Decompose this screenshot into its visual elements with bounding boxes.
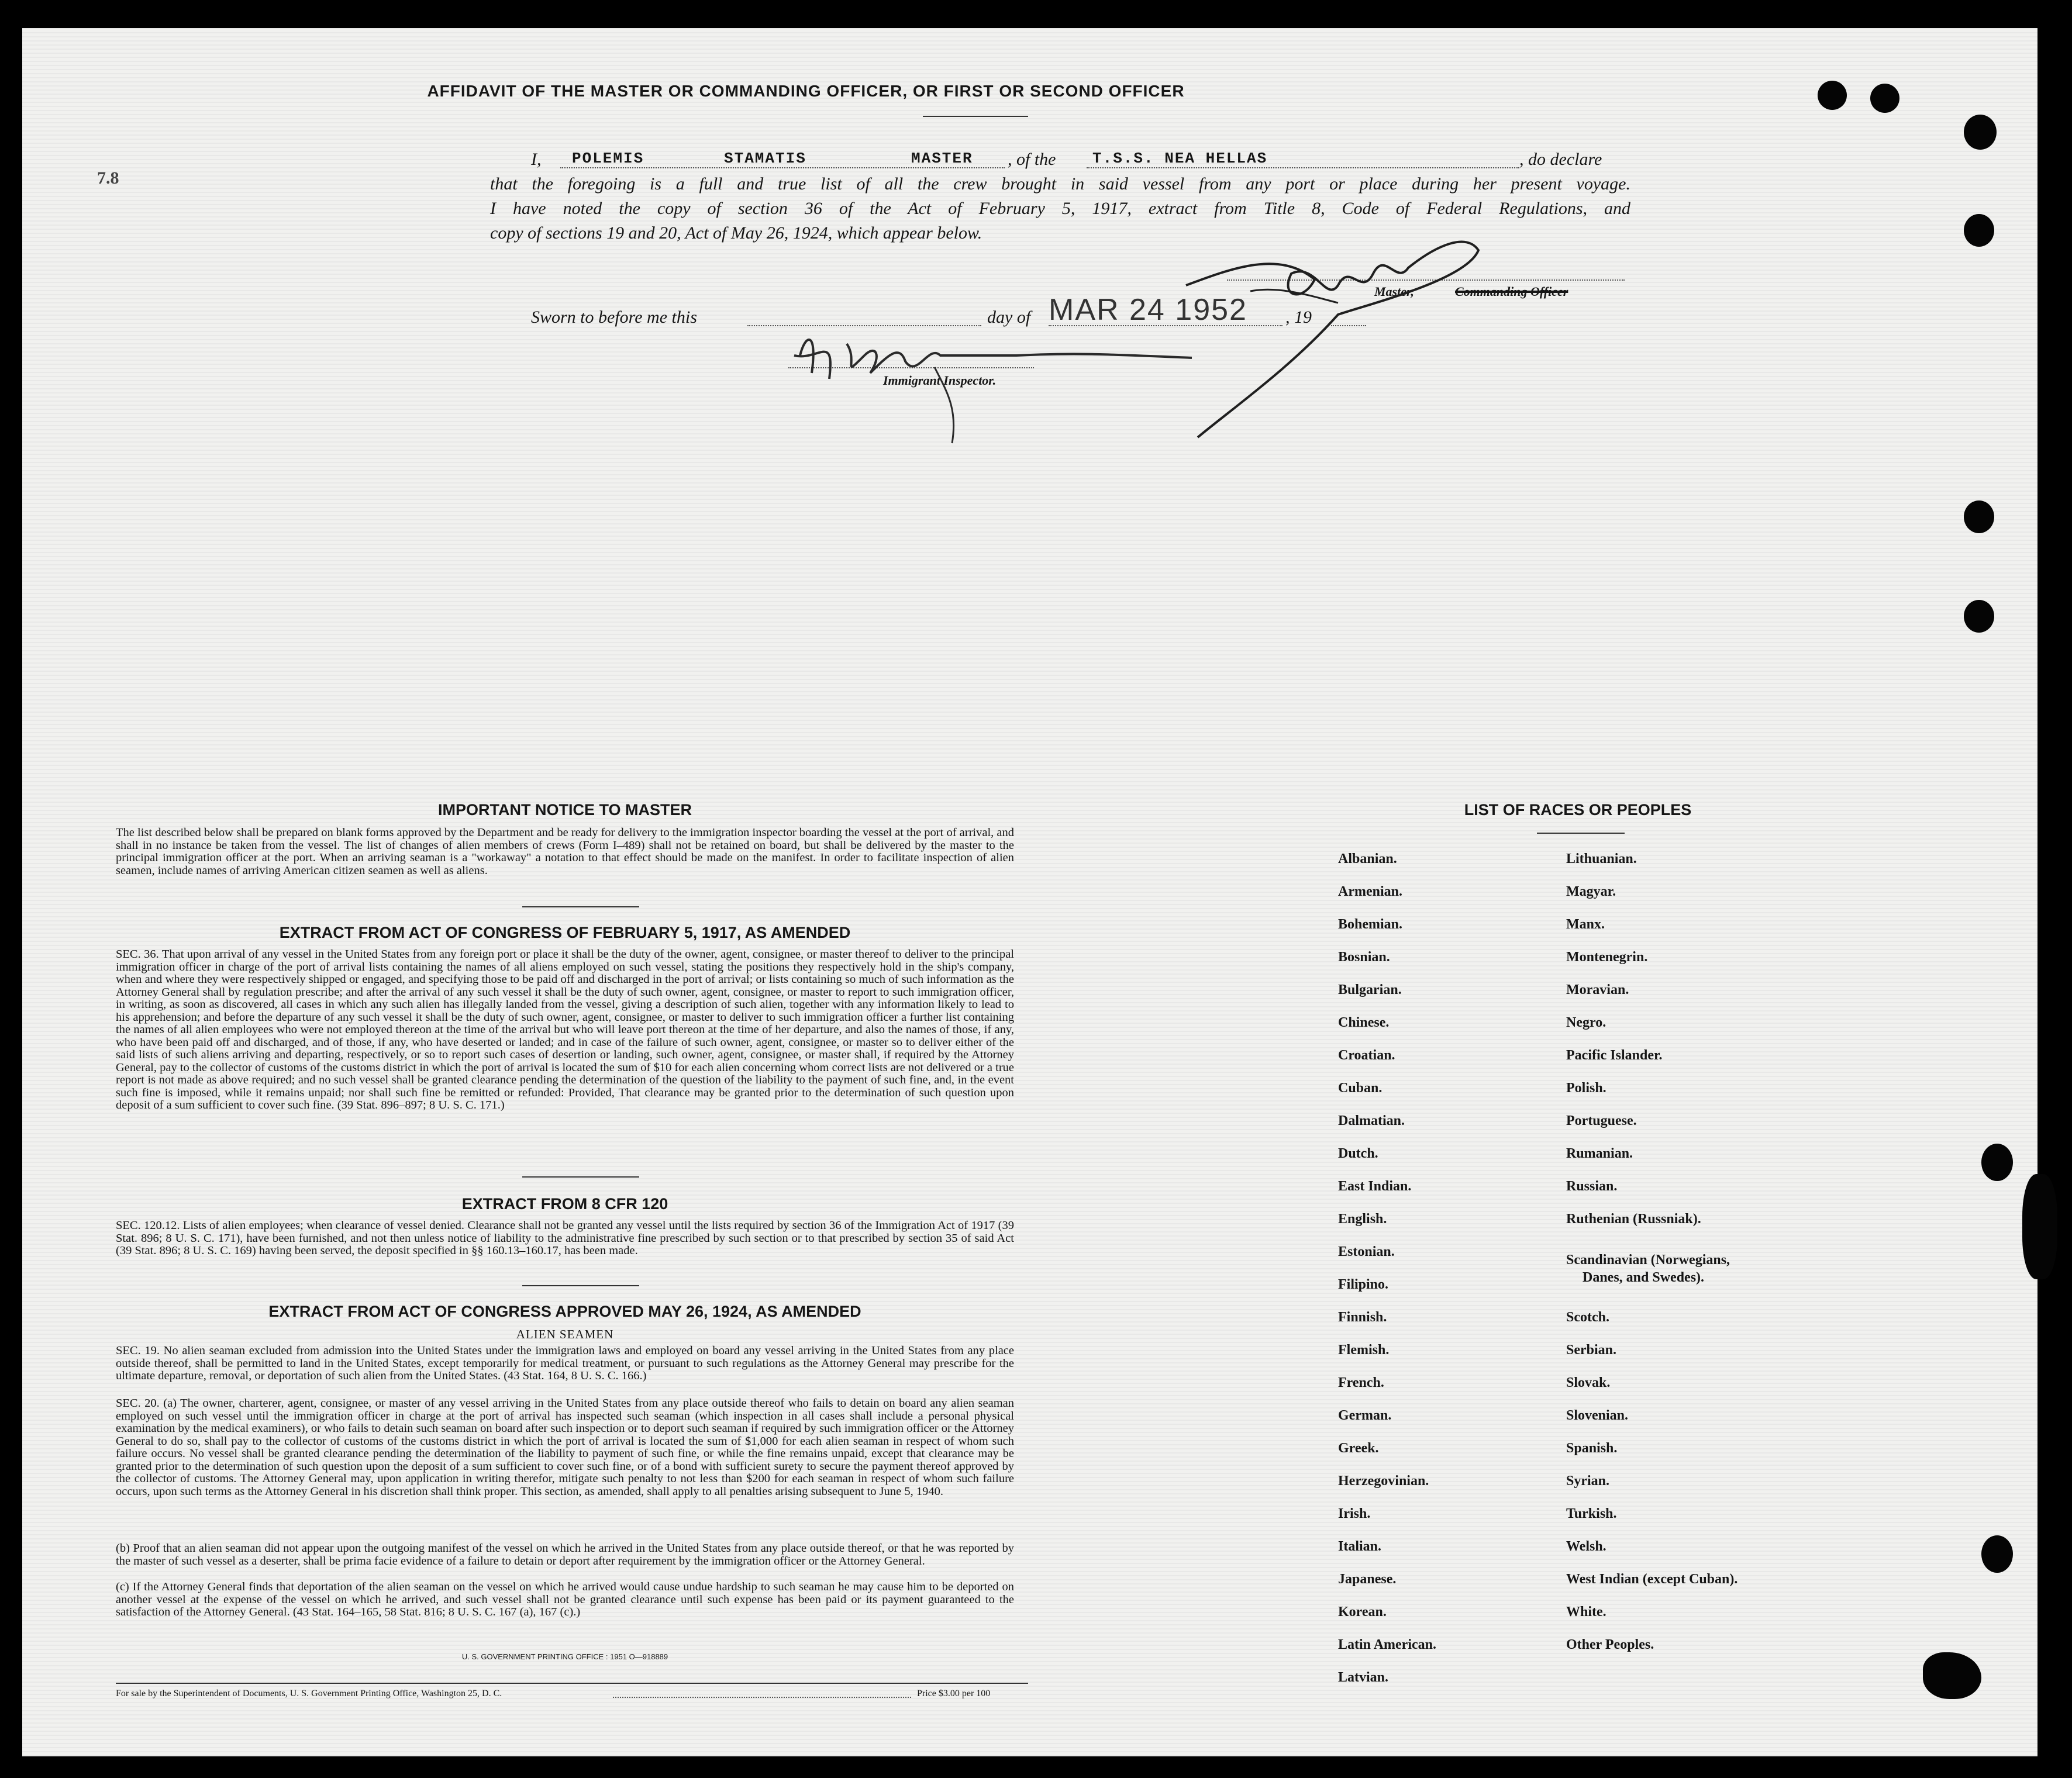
race-item: Italian. — [1338, 1539, 1382, 1554]
sec19-body: SEC. 19. No alien seaman excluded from admission into the United States under the immigration laws and employed on board any vessel arriving in the United States from any place outside thereof, shall be permitted to land in the United States, except temporarily for medical treatment, or pursuant to such regulations as the Attorney General may prescribe for the ultimate departure, removal, or deportation of such alien from the United States. (43 Stat. 164, 8 U. S. C. 166.) — [116, 1344, 1014, 1382]
race-item: English. — [1338, 1211, 1387, 1227]
race-item: Portuguese. — [1566, 1113, 1637, 1128]
sec20c-body: (c) If the Attorney General finds that deportation of the alien seaman on the vessel on which he arrived would cause undue hardship to such seaman he may cause him to be deported on another vessel at the expense of the vessel on which he arrived, and such vessel shall not be granted clearance until such expense has been paid or its payment guaranteed to the satisfaction of the Attorney General. (43 Stat. 164–165, 58 Stat. 816; 8 U. S. C. 167 (a), 167 (c).) — [116, 1580, 1014, 1618]
race-item: Herzegovinian. — [1338, 1473, 1429, 1489]
race-item: Spanish. — [1566, 1441, 1618, 1456]
race-item: Scandinavian (Norwegians, — [1566, 1252, 1730, 1268]
notice-heading: IMPORTANT NOTICE TO MASTER — [438, 801, 692, 819]
vessel-line — [1087, 167, 1519, 168]
race-item: Latvian. — [1338, 1670, 1389, 1685]
gpo-imprint: U. S. GOVERNMENT PRINTING OFFICE : 1951 O—918889 — [461, 1652, 668, 1661]
race-item: Irish. — [1338, 1506, 1371, 1521]
inspector-label: Immigrant Inspector. — [883, 373, 997, 388]
race-item: Other Peoples. — [1566, 1637, 1654, 1652]
race-item: White. — [1566, 1604, 1606, 1620]
form-sheet — [22, 28, 2037, 1756]
sale-notice: For sale by the Superintendent of Documents, U. S. Government Printing Office, Washington 25, D. C. — [116, 1689, 502, 1698]
race-item: Serbian. — [1566, 1342, 1617, 1358]
of-the-label: , of the — [1008, 150, 1056, 169]
race-item: Latin American. — [1338, 1637, 1436, 1652]
race-item: Danes, and Swedes). — [1583, 1270, 1705, 1285]
race-item: French. — [1338, 1375, 1384, 1390]
master-given-name: STAMATIS — [724, 150, 806, 167]
extract2-heading: EXTRACT FROM 8 CFR 120 — [461, 1195, 668, 1213]
race-item: Armenian. — [1338, 884, 1402, 899]
race-item: Slovak. — [1566, 1375, 1611, 1390]
name-line — [560, 167, 1005, 168]
master-rank: MASTER — [911, 150, 973, 167]
races-column-2 — [1566, 851, 1917, 1699]
extract1-body: SEC. 36. That upon arrival of any vessel in the United States from any foreign port or place it shall be the duty of the owner, agent, consignee, or master thereof to deliver to the principal immigration officer in charge of the port of arrival lists containing the names of all aliens employed on such vessel, stating the positions they respectively hold in the ship's company, when and where they were respectively shipped or engaged, and specifying those to be paid off and discharged in the port of arrival; or lists containing so much of such information as the Attorney General shall by regulation prescribe; and after the arrival of any such vessel it shall be the duty of such owner, agent, consignee, or master to report to such immigration officer, in writing, as soon as discovered, all cases in which any such alien has illegally landed from the vessel, giving a description of such alien, together with any information likely to lead to his apprehension; and before the departure of any such vessel it shall be the duty of such owner, agent, consignee, or master to deliver to such immigration officer a further list containing the names of all alien employees who were not employed thereon at the time of the arrival but who will leave port thereon at the time of her departure, and also the names of those, if any, who have been paid off and discharged, and of those, if any, who have deserted or landed; and in case of the failure of such owner, agent, consignee, or master so to deliver either of the said lists of such aliens arriving and departing, respectively, or so to report such cases of desertion or landing, such owner, agent, consignee, or master shall, if required by the Attorney General, pay to the collector of customs of the customs district in which the port of arrival is located the sum of $10 for each alien concerning whom correct lists are not delivered or a true report is not made as above required; and no such vessel shall be granted clearance pending the determination of the question of the liability to the payment of such fine, and, in the event such fine is imposed, while it remains unpaid; nor shall such fine be remitted or refunded: Provided, That clearance may be granted prior to the determination of such question upon deposit of a sum sufficient to cover such fine. (39 Stat. 896–897; 8 U. S. C. 171.) — [116, 948, 1014, 1111]
race-item: Scotch. — [1566, 1310, 1609, 1325]
extract2-body: SEC. 120.12. Lists of alien employees; when clearance of vessel denied. Clearance shall not be granted any vessel until the lists required by section 36 of the Immigration Act of 1917 (39 Stat. 896; 8 U. S. C. 171), have been furnished, and not then unless notice of liability to the administrative fine prescribed by such section or to that prescribed by section 35 of said Act (39 Stat. 896; 8 U. S. C. 169) having been served, the deposit specified in §§ 160.13–160.17, has been made. — [116, 1219, 1014, 1257]
notice-body: The list described below shall be prepared on blank forms approved by the Department and be ready for delivery to the immigration inspector boarding the vessel at the port of arrival, and shall in no instance be taken from the vessel. The list of changes of alien members of crews (Form I–489) shall not be retained on board, but shall be delivered by the master to the principal immigration officer at the port. When an arriving seaman is a "workaway" a notation to that effect should be made on the manifest. In order to facilitate inspection of alien seamen, include names of arriving American citizen seamen as well as aliens. — [116, 826, 1014, 877]
race-item: Bulgarian. — [1338, 982, 1402, 997]
inspector-signature — [782, 320, 1204, 455]
year-prefix-label: , 19 — [1285, 308, 1312, 327]
edge-tear-icon — [2022, 1174, 2057, 1279]
master-surname: POLEMIS — [572, 150, 644, 167]
race-item: Magyar. — [1566, 884, 1616, 899]
race-item: Estonian. — [1338, 1244, 1395, 1259]
punch-hole-icon — [1923, 1652, 1981, 1699]
master-signature — [1163, 215, 1525, 449]
race-item: Greek. — [1338, 1441, 1379, 1456]
affidavit-line-2: that the foregoing is a full and true list of all the crew brought in said vessel from any port or place during her present voyage. — [490, 174, 1630, 194]
footer-rule — [116, 1683, 1028, 1684]
race-item: Welsh. — [1566, 1539, 1606, 1554]
race-item: West Indian (except Cuban). — [1566, 1572, 1738, 1587]
punch-hole-icon — [1964, 115, 1997, 150]
races-heading: LIST OF RACES OR PEOPLES — [1464, 801, 1692, 819]
race-item: Finnish. — [1338, 1310, 1387, 1325]
race-item: Polish. — [1566, 1080, 1606, 1096]
do-declare-label: , do declare — [1519, 150, 1602, 169]
sale-dots — [613, 1697, 911, 1698]
race-item: Rumanian. — [1566, 1146, 1633, 1161]
punch-hole-icon — [1964, 214, 1994, 247]
race-item: Slovenian. — [1566, 1408, 1629, 1423]
race-item: Cuban. — [1338, 1080, 1383, 1096]
price: Price $3.00 per 100 — [917, 1689, 991, 1698]
punch-hole-icon — [1981, 1535, 2013, 1573]
extract1-heading: EXTRACT FROM ACT OF CONGRESS OF FEBRUARY 5, 1917, AS AMENDED — [279, 924, 851, 941]
race-item: Montenegrin. — [1566, 950, 1648, 965]
sec20b-body: (b) Proof that an alien seaman did not appear upon the outgoing manifest of the vessel on which he arrived in the United States from any place outside thereof, or that he was reported by the master of such vessel as a deserter, shall be prima facie evidence of a failure to detain or deport after requirement by the immigration officer or the Attorney General. — [116, 1542, 1014, 1568]
affidavit-line-4: copy of sections 19 and 20, Act of May 26, 1924, which appear below. — [490, 223, 982, 243]
race-item: Dutch. — [1338, 1146, 1378, 1161]
race-item: Bohemian. — [1338, 917, 1403, 932]
margin-mark: 7.8 — [97, 168, 119, 188]
race-item: Bosnian. — [1338, 950, 1390, 965]
race-item: Turkish. — [1566, 1506, 1617, 1521]
alien-seamen-subheading: ALIEN SEAMEN — [516, 1327, 614, 1341]
race-item: German. — [1338, 1408, 1392, 1423]
affidavit-title: AFFIDAVIT OF THE MASTER OR COMMANDING OFFICER, OR FIRST OR SECOND OFFICER — [427, 82, 1185, 100]
races-column-1 — [1338, 851, 1549, 1728]
race-item: Chinese. — [1338, 1015, 1390, 1030]
commanding-officer-struck: Commanding Officer — [1455, 284, 1568, 299]
date-stamp: MAR 24 1952 — [1049, 293, 1247, 327]
race-item: Korean. — [1338, 1604, 1387, 1620]
master-label: Master, — [1374, 284, 1414, 299]
sworn-label: Sworn to before me this — [531, 308, 697, 327]
race-item: Pacific Islander. — [1566, 1048, 1663, 1063]
race-item: Lithuanian. — [1566, 851, 1637, 866]
punch-hole-icon — [1964, 600, 1994, 633]
race-item: Filipino. — [1338, 1277, 1389, 1292]
race-item: Albanian. — [1338, 851, 1397, 866]
extract3-heading: EXTRACT FROM ACT OF CONGRESS APPROVED MAY 26, 1924, AS AMENDED — [268, 1303, 861, 1320]
race-item: Dalmatian. — [1338, 1113, 1405, 1128]
punch-hole-icon — [1981, 1144, 2013, 1181]
race-item: Moravian. — [1566, 982, 1629, 997]
divider-2 — [522, 1176, 639, 1178]
sec20a-body: SEC. 20. (a) The owner, charterer, agent, consignee, or master of any vessel arriving in the United States from any place outside thereof who fails to detain on board any alien seaman employed on such vessel until the immigration officer in charge at the port of arrival has inspected such seaman (which inspection in all cases shall include a personal physical examination by the medical examiners), or who fails to detain such seaman on board after such inspection or to deport such seaman if required by such immigration officer or the Attorney General to do so, shall pay to the collector of customs of the customs district in which the port of arrival is located the sum of $1,000 for each alien seaman in respect of whom such failure occurs. No vessel shall be granted clearance pending the determination of the liability to payment of such fine, or while the fine remains unpaid, except that clearance may be granted prior to the determination of such question upon the deposit of a sum sufficient to cover such fine, or of a bond with sufficient surety to secure the payment thereof approved by the collector of customs. The Attorney General may, upon application in writing therefor, mitigate such penalty to not less than $200 for each seaman in respect of whom such failure occurs, upon such terms as the Attorney General in his discretion shall think proper. This section, as amended, shall apply to all penalties arising subsequent to June 5, 1940. — [116, 1397, 1014, 1498]
race-item: Ruthenian (Russniak). — [1566, 1211, 1701, 1227]
race-item: East Indian. — [1338, 1179, 1412, 1194]
day-of-label: day of — [987, 308, 1031, 327]
race-item: Syrian. — [1566, 1473, 1610, 1489]
divider-3 — [522, 1285, 639, 1286]
punch-hole-icon — [1870, 84, 1899, 113]
affidavit-line-3: I have noted the copy of section 36 of the Act of February 5, 1917, extract from Title 8, Code of Federal Regulations, and — [490, 199, 1630, 218]
vessel-name: T.S.S. NEA HELLAS — [1092, 150, 1268, 167]
i-label: I, — [531, 150, 542, 169]
race-item: Flemish. — [1338, 1342, 1390, 1358]
punch-hole-icon — [1818, 81, 1847, 110]
race-item: Manx. — [1566, 917, 1605, 932]
divider-1 — [522, 906, 639, 907]
title-rule — [923, 116, 1028, 117]
race-item: Negro. — [1566, 1015, 1606, 1030]
punch-hole-icon — [1964, 500, 1994, 533]
race-item: Croatian. — [1338, 1048, 1395, 1063]
race-item: Japanese. — [1338, 1572, 1397, 1587]
race-item: Russian. — [1566, 1179, 1618, 1194]
races-rule — [1537, 833, 1625, 834]
